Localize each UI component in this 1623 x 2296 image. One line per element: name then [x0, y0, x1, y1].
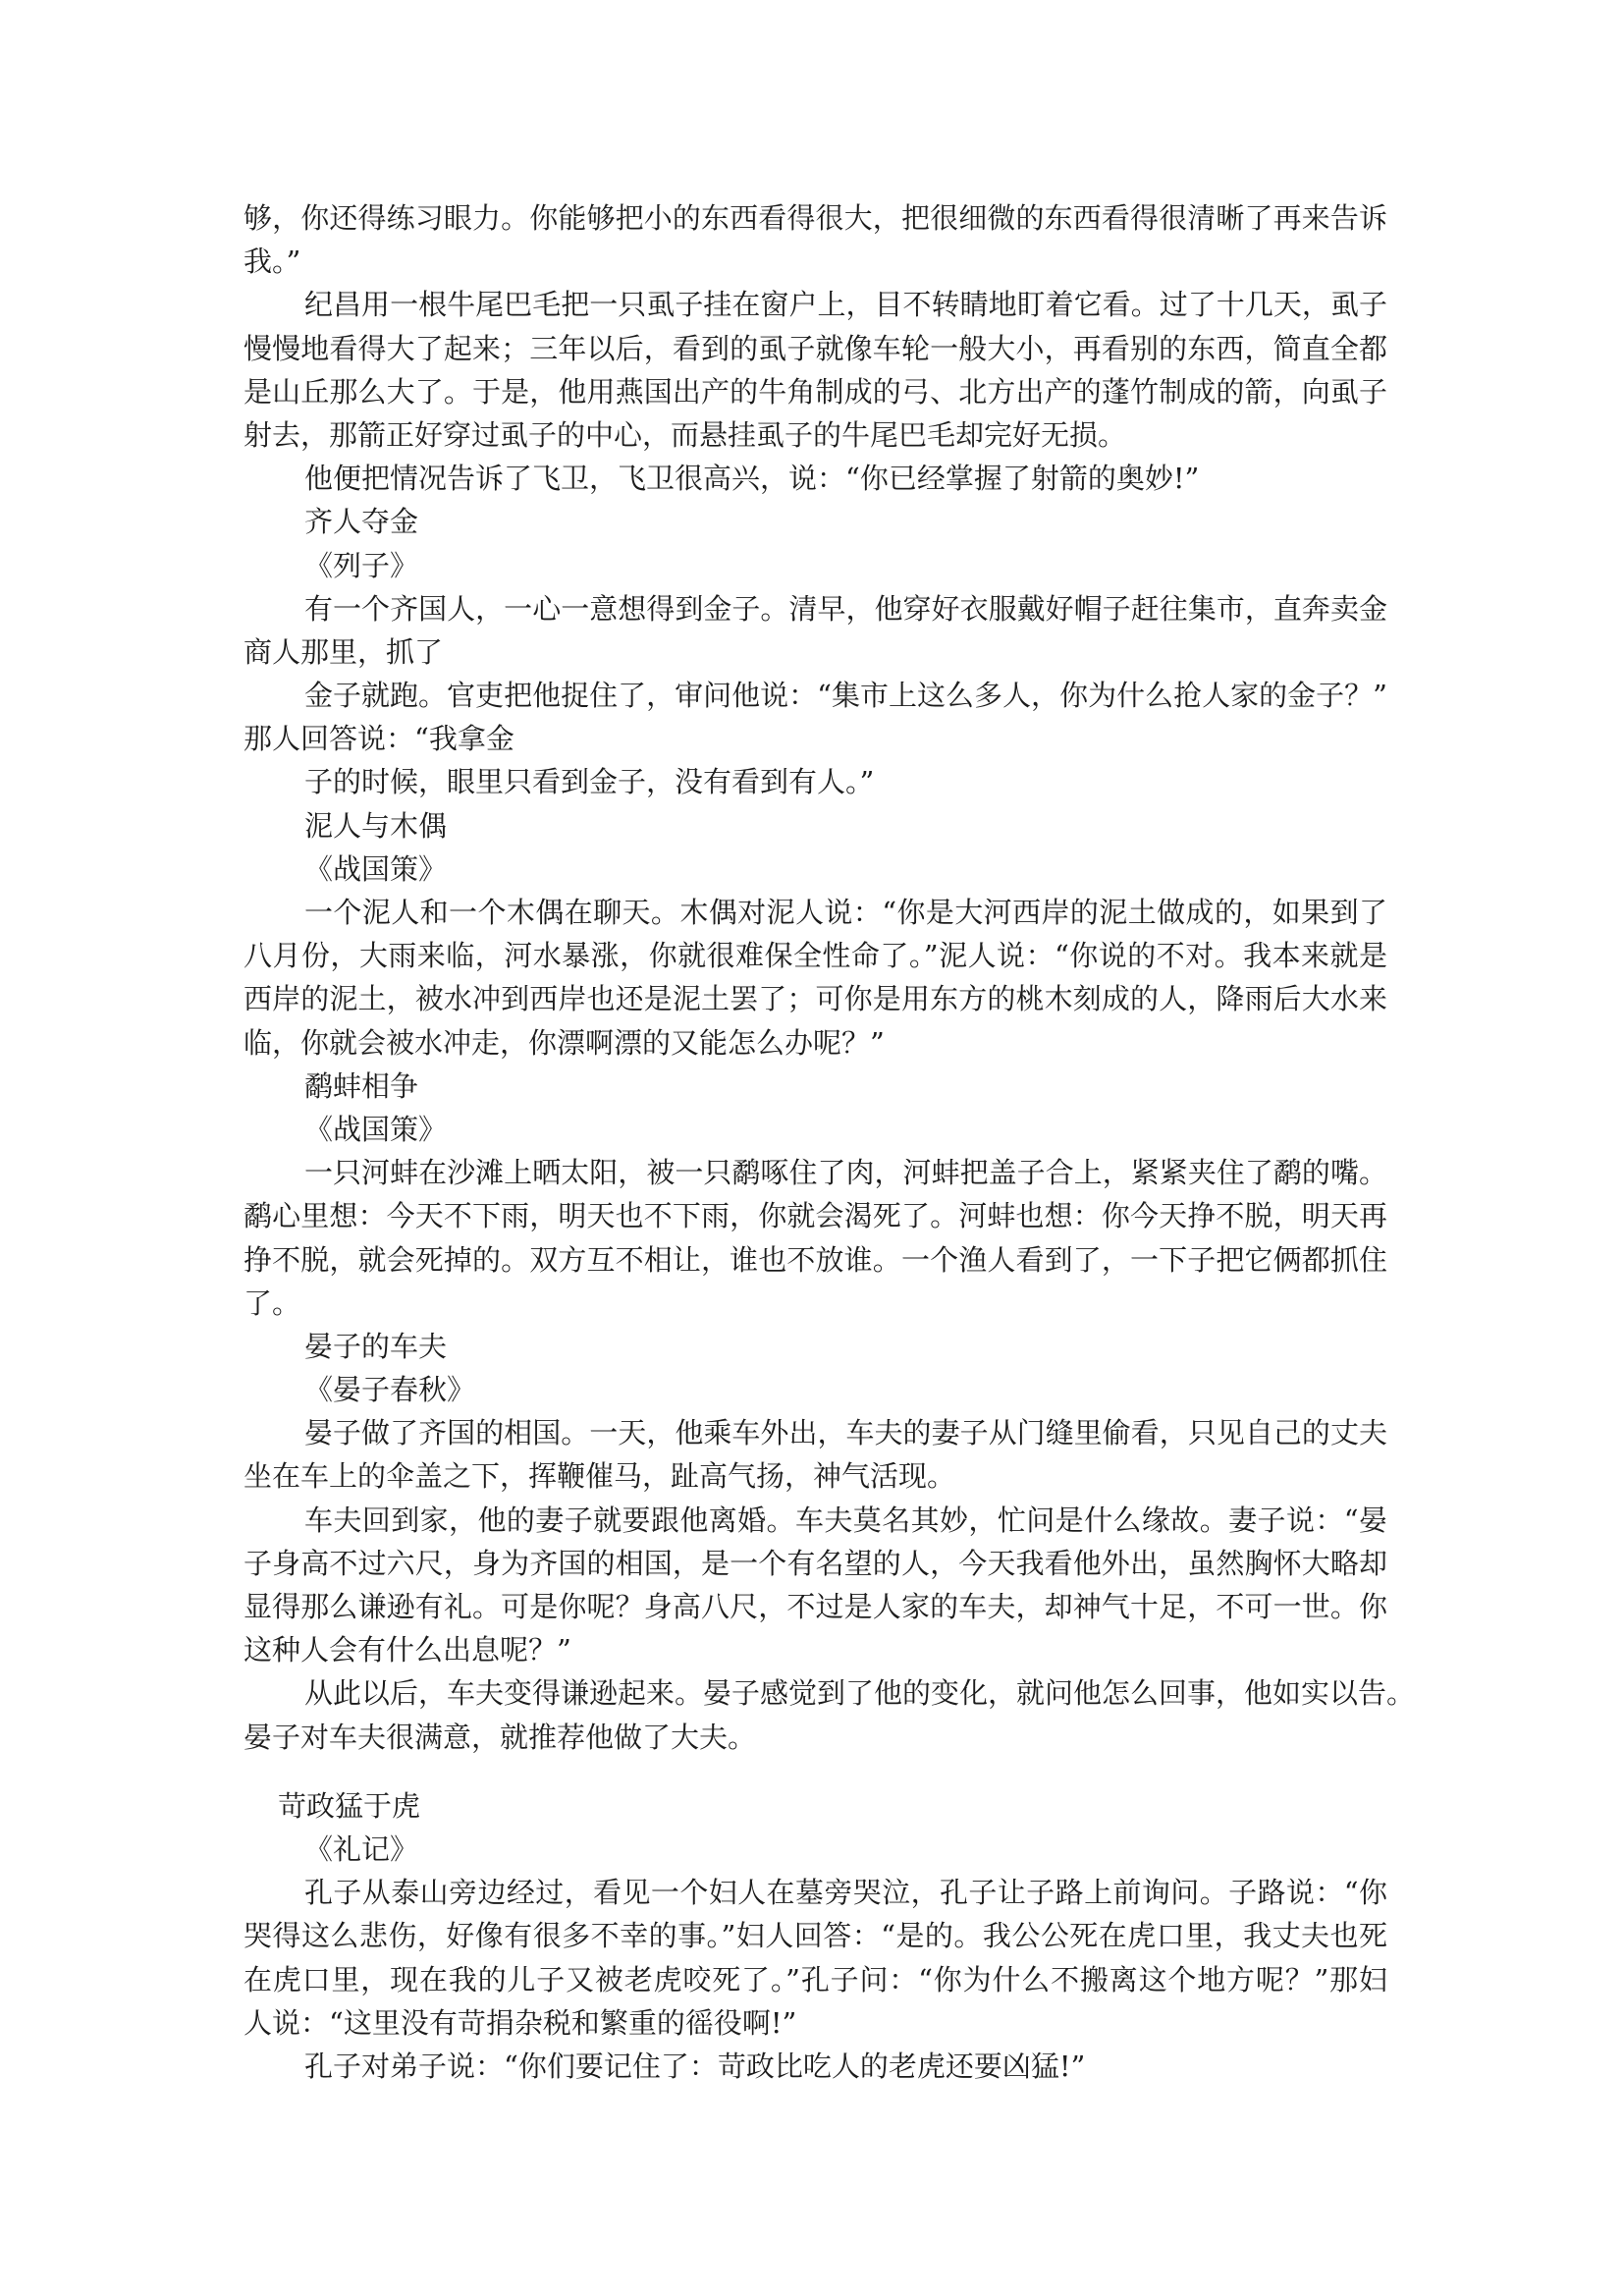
story-source: 《晏子春秋》 — [304, 1373, 476, 1407]
paragraph-line: 晏子对车夫很满意，就推荐他做了大夫。 — [243, 1720, 757, 1754]
paragraph-line: 在虎口里，现在我的儿子又被老虎咬死了。”孔子问：“你为什么不搬离这个地方呢？”那妇 — [243, 1962, 1387, 1996]
paragraph — [243, 1411, 1387, 1498]
paragraph-line: 子身高不过六尺，身为齐国的相国，是一个有名望的人，今天我看他外出，虽然胸怀大略却 — [243, 1546, 1387, 1580]
paragraph-line: 子的时候，眼里只看到金子，没有看到有人。” — [304, 765, 875, 799]
story-title: 齐人夺金 — [304, 505, 419, 539]
paragraph-line: 鹬心里想：今天不下雨，明天也不下雨，你就会渴死了。河蚌也想：你今天挣不脱，明天再 — [243, 1199, 1387, 1233]
paragraph-line: 哭得这么悲伤，好像有很多不幸的事。”妇人回答：“是的。我公公死在虎口里，我丈夫也死 — [243, 1919, 1387, 1953]
story-source: 《战国策》 — [304, 851, 448, 886]
paragraph — [243, 760, 1387, 803]
paragraph — [243, 457, 1387, 500]
paragraph — [243, 891, 1387, 1065]
story-section — [243, 1065, 1387, 1325]
paragraph-line: 显得那么谦逊有礼。可是你呢？身高八尺，不过是人家的车夫，却神气十足，不可一世。你 — [243, 1590, 1387, 1623]
paragraph — [243, 1671, 1416, 1758]
paragraph — [243, 674, 1387, 760]
paragraph-line: 晏子做了齐国的相国。一天，他乘车外出，车夫的妻子从门缝里偷看，只见自己的丈夫 — [304, 1416, 1387, 1450]
story-title: 鹬蚌相争 — [304, 1068, 419, 1103]
story-title: 晏子的车夫 — [304, 1329, 448, 1363]
paragraph-line: 有一个齐国人，一心一意想得到金子。清早，他穿好衣服戴好帽子赶往集市，直奔卖金 — [304, 591, 1387, 626]
paragraph-line: 了。 — [243, 1285, 301, 1320]
paragraph-line: 一只河蚌在沙滩上晒太阳，被一只鹬啄住了肉，河蚌把盖子合上，紧紧夹住了鹬的嘴。 — [304, 1156, 1387, 1190]
paragraph-line: 商人那里，抓了 — [243, 634, 444, 669]
paragraph-line: 八月份，大雨来临，河水暴涨，你就很难保全性命了。”泥人说：“你说的不对。我本来就是 — [243, 939, 1387, 973]
story-source: 《礼记》 — [304, 1831, 419, 1866]
paragraph-line: 纪昌用一根牛尾巴毛把一只虱子挂在窗户上，目不转睛地盯着它看。过了十几天，虱子 — [304, 288, 1387, 322]
story-source: 《列子》 — [304, 548, 419, 582]
paragraph-line: 够，你还得练习眼力。你能够把小的东西看得很大，把很细微的东西看得很清晰了再来告诉 — [243, 201, 1387, 235]
paragraph-line: 孔子对弟子说：“你们要记住了：苛政比吃人的老虎还要凶猛!” — [304, 2049, 1086, 2083]
paragraph — [243, 587, 1387, 674]
paragraph-line: 车夫回到家，他的妻子就要跟他离婚。车夫莫名其妙，忙问是什么缘故。妻子说：“晏 — [304, 1503, 1387, 1537]
paragraph-line: 金子就跑。官吏把他捉住了，审问他说：“集市上这么多人，你为什么抢人家的金子？” — [304, 679, 1387, 713]
paragraph-line: 坐在车上的伞盖之下，挥鞭催马，趾高气扬，神气活现。 — [243, 1459, 956, 1494]
paragraph-line: 西岸的泥土，被水冲到西岸也还是泥土罢了；可你是用东方的桃木刻成的人，降雨后大水来 — [243, 982, 1387, 1016]
story-title: 苛政猛于虎 — [278, 1788, 421, 1823]
story-section — [243, 1325, 1416, 1759]
paragraph-line: 慢慢地看得大了起来；三年以后，看到的虱子就像车轮一般大小，再看别的东西，简直全都 — [243, 331, 1387, 365]
story-source: 《战国策》 — [304, 1112, 448, 1146]
document-body — [243, 196, 1416, 2088]
paragraph — [243, 1499, 1387, 1672]
story-section — [243, 1784, 1387, 2088]
paragraph — [243, 196, 1387, 283]
paragraph — [243, 2045, 1387, 2088]
paragraph-line: 从此以后，车夫变得谦逊起来。晏子感觉到了他的变化，就问他怎么回事，他如实以告。 — [304, 1676, 1416, 1711]
paragraph-line: 那人回答说：“我拿金 — [243, 722, 514, 756]
paragraph-line: 是山丘那么大了。于是，他用燕国出产的牛角制成的弓、北方出产的蓬竹制成的箭，向虱子 — [243, 374, 1387, 409]
story-section — [243, 804, 1387, 1065]
paragraph-line: 他便把情况告诉了飞卫，飞卫很高兴，说：“你已经掌握了射箭的奥妙!” — [304, 462, 1200, 496]
paragraph — [243, 1151, 1387, 1325]
paragraph-line: 我。” — [243, 245, 301, 279]
paragraph-line: 这种人会有什么出息呢？” — [243, 1633, 571, 1667]
paragraph — [243, 283, 1387, 457]
paragraph-line: 一个泥人和一个木偶在聊天。木偶对泥人说：“你是大河西岸的泥土做成的，如果到了 — [304, 896, 1387, 929]
paragraph-line: 射去，那箭正好穿过虱子的中心，而悬挂虱子的牛尾巴毛却完好无损。 — [243, 417, 1127, 452]
paragraph — [243, 1871, 1387, 2045]
paragraph-line: 临，你就会被水冲走，你漂啊漂的又能怎么办呢？” — [243, 1025, 885, 1060]
paragraph-line: 人说：“这里没有苛捐杂税和繁重的徭役啊!” — [243, 2005, 797, 2040]
paragraph-line: 挣不脱，就会死掉的。双方互不相让，谁也不放谁。一个渔人看到了，一下子把它俩都抓住 — [243, 1242, 1387, 1277]
story-title: 泥人与木偶 — [304, 808, 448, 843]
paragraph-line: 孔子从泰山旁边经过，看见一个妇人在墓旁哭泣，孔子让子路上前询问。子路说：“你 — [304, 1876, 1387, 1910]
story-section — [243, 500, 1387, 803]
